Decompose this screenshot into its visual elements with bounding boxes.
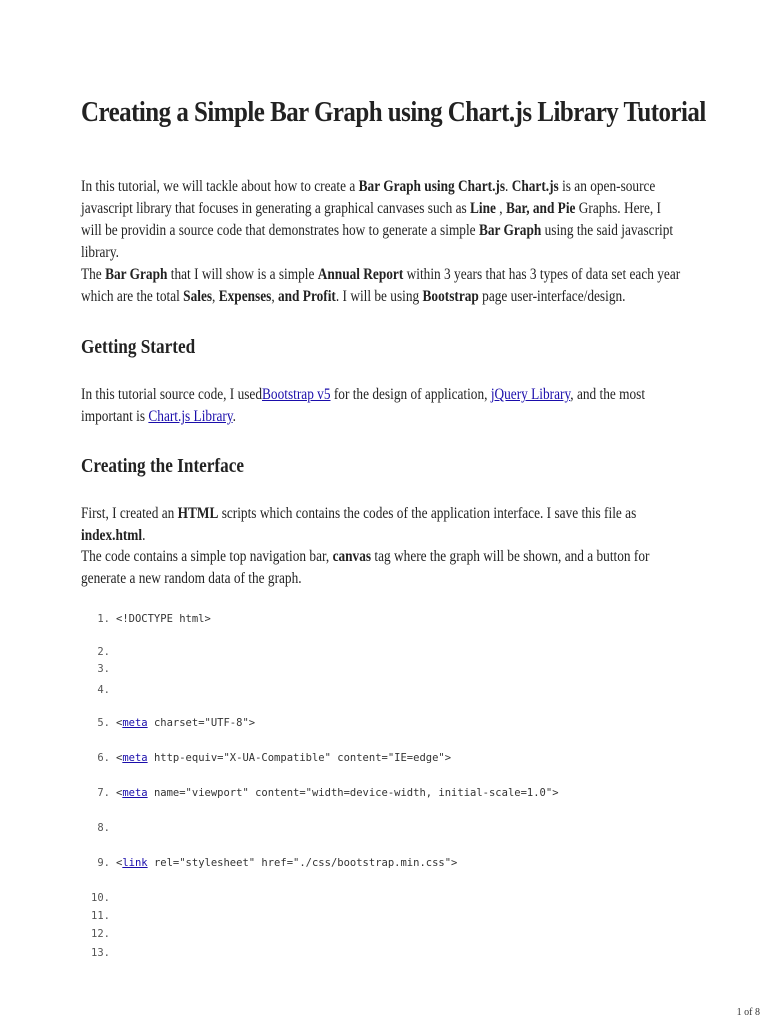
code-line [86,662,686,676]
page-title: Creating a Simple Bar Graph using Chart.js Library Tutorial [81,96,706,128]
code-line-number: 2. [97,646,110,658]
code-text: <!DOCTYPE html> [116,613,211,625]
section-getting-started: Getting Started [81,336,196,358]
code-line-number: 10. [91,892,110,904]
code-line-number: 9. [97,857,110,869]
jquery-link[interactable]: jQuery Library [490,386,571,403]
code-text: rel="stylesheet" href="./css/bootstrap.min.css"> [147,857,458,869]
getting-started-paragraph: In this tutorial source code, I usedBootstrap v5 for the design of application, jQuery Library, and the most important is Chart.js Library. [81,386,646,425]
code-description-paragraph: The code contains a simple top navigation bar, canvas tag where the graph will be shown, and a button for generate a new random data of the graph. [81,548,650,587]
code-line-number: 8. [97,822,110,834]
report-paragraph: The Bar Graph that I will show is a simple Annual Report within 3 years that has 3 types of data set each year which are the total Sales, Expenses, and Profit. I will be using Bootstrap page user-interface/design. [81,266,681,305]
code-line-number: 6. [97,752,110,764]
code-line [86,909,686,923]
code-line-number: 1. [97,613,110,625]
code-line [86,946,686,960]
code-keyword-link[interactable]: meta [122,752,148,764]
code-line [86,927,686,941]
code-text: < [116,752,123,764]
code-text: < [116,787,123,799]
code-line-number: 13. [91,947,110,959]
code-line-number: 7. [97,787,110,799]
code-line [86,821,686,835]
code-keyword-link[interactable]: meta [122,717,148,729]
code-text: < [116,717,123,729]
chartjs-link[interactable]: Chart.js Library [148,408,233,425]
code-line-number: 5. [97,717,110,729]
interface-paragraph: First, I created an HTML scripts which contains the codes of the application interface. I save this file as index.html. [81,505,637,544]
code-line [86,891,686,905]
code-keyword-link[interactable]: meta [122,787,148,799]
code-line-number: 4. [97,684,110,696]
code-text: charset="UTF-8"> [147,717,256,729]
code-line-number: 3. [97,663,110,675]
code-line [86,786,686,800]
code-line [86,612,686,626]
page-counter: 1 of 8 [736,1007,760,1018]
code-text: name="viewport" content="width=device-width, initial-scale=1.0"> [147,787,559,799]
code-line [86,856,686,870]
code-line [86,683,686,697]
section-creating-interface: Creating the Interface [81,455,245,477]
code-keyword-link[interactable]: link [122,857,148,869]
code-line-number: 12. [91,928,110,940]
code-text: http-equiv="X-UA-Compatible" content="IE=edge"> [147,752,452,764]
code-line [86,751,686,765]
code-line [86,645,686,659]
bootstrap-link[interactable]: Bootstrap v5 [262,386,331,403]
code-line-number: 11. [91,910,110,922]
code-line [86,716,686,730]
intro-paragraph: In this tutorial, we will tackle about how to create a Bar Graph using Chart.js. Chart.js is an open-source javascript library that focuses in generating a graphical canvases such as Line , Bar, and Pie Graphs. Here, I will be providin a source code that demonstrates how to generate a simple Bar Graph using the said javascript library. [81,178,674,261]
code-text: < [116,857,123,869]
